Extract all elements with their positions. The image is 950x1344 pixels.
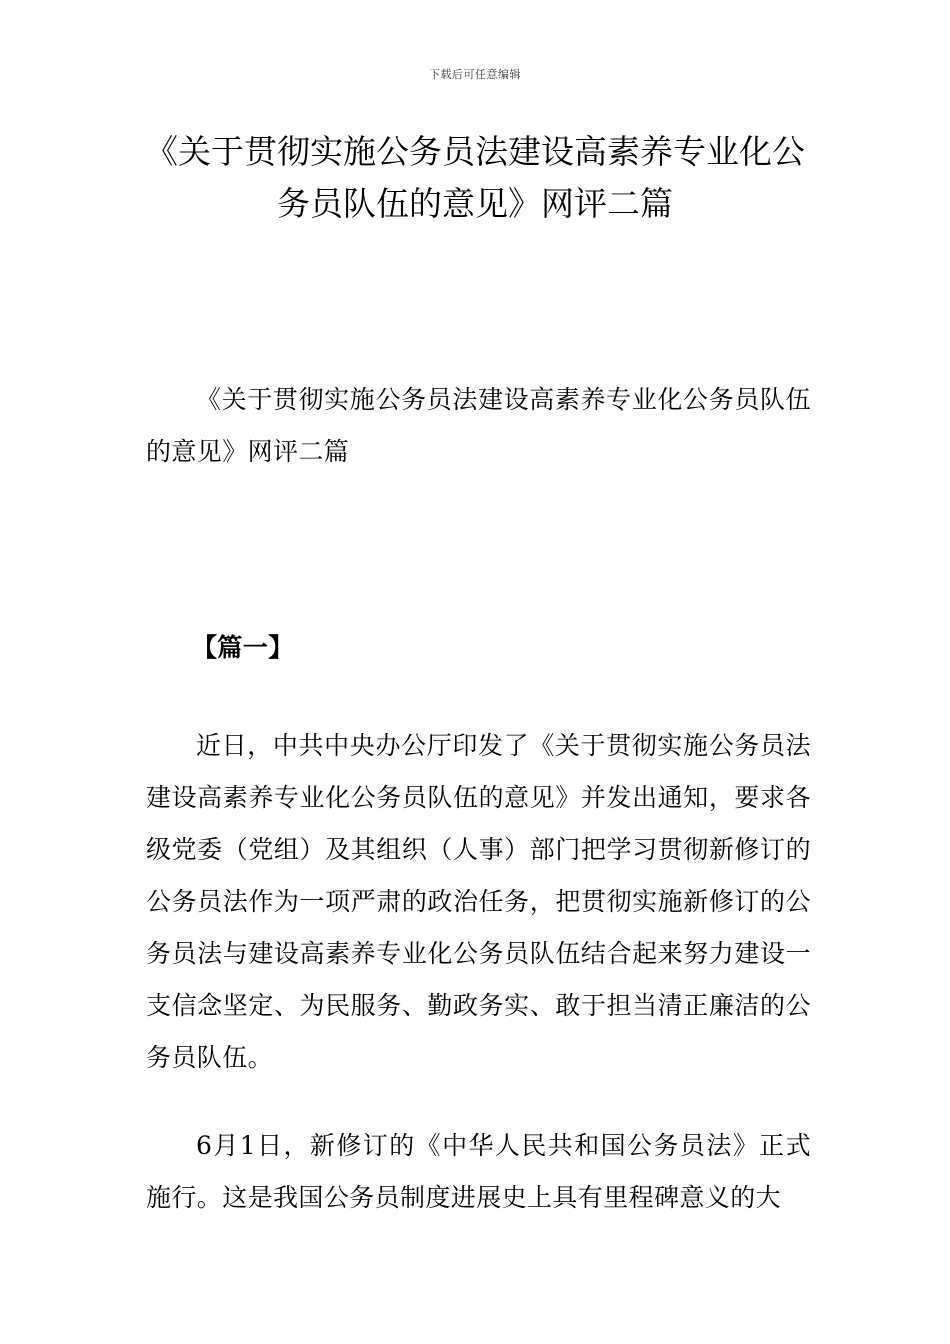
body-paragraph-1: 近日，中共中央办公厅印发了《关于贯彻实施公务员法建设高素养专业化公务员队伍的意见》并发出通知，要求各级党委（党组）及其组织（人事）部门把学习贯彻新修订的公务员法作为一项严肃的政治任务，把贯彻实施新修订的公务员法与建设高素养专业化公务员队伍结合起来努力建设一支信念坚定、为民服务、勤政务实、敢于担当清正廉洁的公务员队伍。 xyxy=(146,731,811,1072)
body-paragraph-2: 6月1日，新修订的《中华人民共和国公务员法》正式施行。这是我国公务员制度进展史上具有里程碑意义的大 xyxy=(146,1131,811,1212)
header-note: 下载后可任意编辑 xyxy=(429,68,521,81)
subtitle-paragraph: 《关于贯彻实施公务员法建设高素养专业化公务员队伍的意见》网评二篇 xyxy=(146,385,811,466)
page-title: 《关于贯彻实施公务员法建设高素养专业化公务员队伍的意见》网评二篇 xyxy=(145,132,805,223)
section-heading: 【篇一】 xyxy=(192,633,294,662)
